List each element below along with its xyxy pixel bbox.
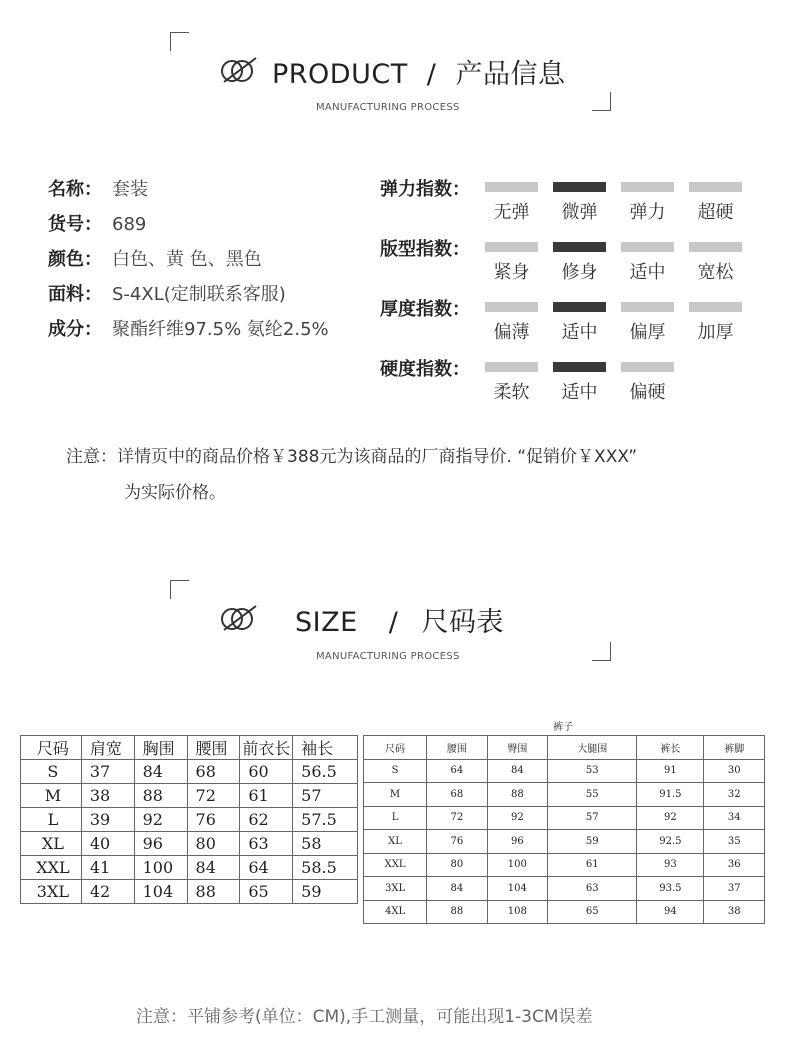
header-cell: 尺码	[364, 736, 427, 760]
fit-bar-1-selected	[553, 242, 606, 252]
corner-bracket-bottom-right	[592, 92, 611, 111]
fit-bar-2	[621, 242, 674, 252]
section-title-product	[272, 52, 566, 91]
table-row: L 72 92 57 92 34	[364, 806, 765, 830]
table-row: S 64 84 53 91 30	[364, 759, 765, 783]
header-cell: 大腿围	[548, 736, 637, 760]
header-cell: 袖长	[293, 736, 358, 760]
pants-size-table	[363, 735, 765, 924]
thickness-bar-1-selected	[553, 302, 606, 312]
header-cell: 尺码	[21, 736, 82, 760]
hardness-bar-1-selected	[553, 362, 606, 372]
fit-option: 修身	[561, 262, 598, 283]
section-title-size	[295, 600, 504, 639]
elasticity-index-label: 弹力指数：	[380, 179, 470, 200]
table-row: XXL 41 100 84 64 58.5	[21, 856, 358, 880]
thickness-option: 偏厚	[629, 322, 666, 343]
spec-name: 名称： 套装	[48, 179, 148, 200]
title-cn: 产品信息	[455, 59, 566, 90]
fit-option: 适中	[629, 262, 666, 283]
title-en: SIZE	[295, 607, 358, 638]
elasticity-bar-2	[621, 182, 674, 192]
fit-option: 紧身	[493, 262, 530, 283]
header-cell: 裤脚	[704, 736, 765, 760]
section-subtitle: MANUFACTURING PROCESS	[316, 651, 460, 662]
hardness-option: 柔软	[493, 382, 530, 403]
fit-bar-3	[689, 242, 742, 252]
table-row: S 37 84 68 60 56.5	[21, 760, 358, 784]
thickness-option: 加厚	[697, 322, 734, 343]
header-cell: 裤长	[637, 736, 704, 760]
corner-bracket-bottom-right	[592, 642, 611, 661]
corner-bracket-top-left	[170, 32, 189, 51]
title-slash: /	[426, 59, 437, 90]
spec-item-number: 货号： 689	[48, 214, 147, 235]
hardness-option: 偏硬	[629, 382, 666, 403]
elasticity-bar-1-selected	[553, 182, 606, 192]
fit-bar-0	[485, 242, 538, 252]
title-slash: /	[388, 607, 399, 638]
table-row: M 68 88 55 91.5 32	[364, 783, 765, 807]
elasticity-option: 弹力	[629, 202, 666, 223]
table-row: XXL 80 100 61 93 36	[364, 853, 765, 877]
title-en: PRODUCT	[272, 59, 408, 90]
thickness-index-label: 厚度指数：	[380, 299, 470, 320]
table-header-row	[21, 736, 358, 760]
elasticity-option: 超硬	[697, 202, 734, 223]
hardness-option: 适中	[561, 382, 598, 403]
table-row: 4XL 88 108 65 94 38	[364, 900, 765, 924]
header-cell: 肩宽	[81, 736, 134, 760]
thickness-bar-2	[621, 302, 674, 312]
header-cell: 前衣长	[240, 736, 293, 760]
table-row: 3XL 84 104 63 93.5 37	[364, 877, 765, 901]
spec-fabric: 面料： S-4XL(定制联系客服)	[48, 284, 286, 305]
brand-logo-icon	[218, 55, 262, 85]
header-cell: 腰围	[427, 736, 488, 760]
header-cell: 胸围	[134, 736, 187, 760]
thickness-bar-0	[485, 302, 538, 312]
top-size-table	[20, 735, 358, 904]
spec-composition: 成分： 聚酯纤维97.5% 氨纶2.5%	[48, 319, 329, 340]
table-row: M 38 88 72 61 57	[21, 784, 358, 808]
section-subtitle: MANUFACTURING PROCESS	[316, 102, 460, 113]
elasticity-bar-0	[485, 182, 538, 192]
hardness-bar-2	[621, 362, 674, 372]
header-cell: 腰围	[187, 736, 240, 760]
thickness-bar-3	[689, 302, 742, 312]
title-cn: 尺码表	[421, 607, 504, 638]
table-row: 3XL 42 104 88 65 59	[21, 880, 358, 904]
header-cell: 臀围	[487, 736, 548, 760]
hardness-bar-0	[485, 362, 538, 372]
hardness-index-label: 硬度指数：	[380, 359, 470, 380]
pants-table-caption: 裤子	[553, 722, 573, 733]
thickness-option: 偏薄	[493, 322, 530, 343]
elasticity-option: 无弹	[493, 202, 530, 223]
fit-index-label: 版型指数：	[380, 239, 470, 260]
table-header-row	[364, 736, 765, 760]
thickness-option: 适中	[561, 322, 598, 343]
price-notice-line1: 注意：详情页中的商品价格￥388元为该商品的厂商指导价. “促销价￥XXX”	[66, 447, 638, 467]
elasticity-option: 微弹	[561, 202, 598, 223]
fit-option: 宽松	[697, 262, 734, 283]
elasticity-bar-3	[689, 182, 742, 192]
table-row: L 39 92 76 62 57.5	[21, 808, 358, 832]
corner-bracket-top-left	[170, 580, 189, 599]
spec-color: 颜色： 白色、黄 色、黑色	[48, 249, 262, 270]
brand-logo-icon	[218, 603, 262, 633]
measurement-footnote: 注意：平铺参考(单位：CM),手工测量，可能出现1-3CM误差	[136, 1007, 593, 1027]
table-row: XL 40 96 80 63 58	[21, 832, 358, 856]
price-notice-line2: 为实际价格。	[124, 483, 226, 503]
table-row: XL 76 96 59 92.5 35	[364, 830, 765, 854]
